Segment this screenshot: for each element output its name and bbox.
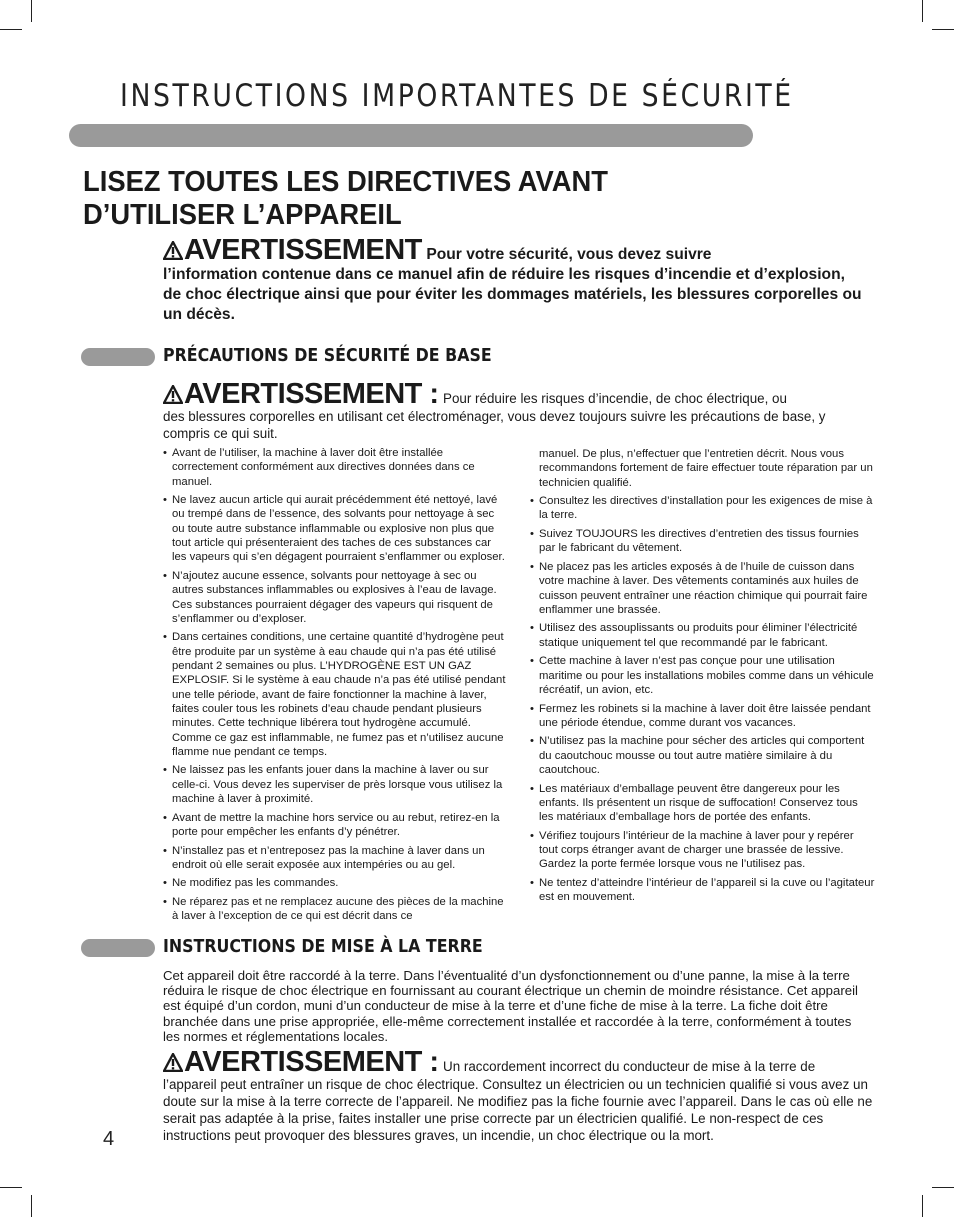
page-number: 4 xyxy=(103,1128,115,1150)
list-item: • Avant de mettre la machine hors service ou au rebut, retirez-en la porte pour empêcher les enfants d’y pénétrer. xyxy=(163,811,508,840)
list-item: • N’utilisez pas la machine pour sécher des articles qui comportent du caoutchouc mousse ou tout autre matière similaire à du caoutchouc. xyxy=(530,734,875,777)
main-heading-line-2: D’UTILISER L’APPAREIL xyxy=(83,199,402,231)
list-item: • Ne tentez d’atteindre l’intérieur de l’appareil si la cuve ou l’agitateur est en mouvement. xyxy=(530,876,875,905)
warning-text: l’appareil peut entraîner un risque de choc électrique. Consultez un électricien ou un technicien qualifié si vous avez un doute sur la mise à la terre correcte de l’appareil. Ne modifiez pas la fiche fournie avec l’appareil. Dans le cas où elle ne serait pas adaptée à la prise, faites installer une prise correcte par un électricien qualifié. Le non-respect de ces instructions peut provoquer des blessures graves, un incendie, un choc électrique ou la mort. xyxy=(163,1077,873,1143)
warning-lead-text: Pour votre sécurité, vous devez suivre xyxy=(426,246,712,263)
crop-mark xyxy=(0,1187,22,1188)
crop-mark xyxy=(31,1195,32,1217)
section-marker xyxy=(81,939,155,957)
section-heading-basic-precautions: PRÉCAUTIONS DE SÉCURITÉ DE BASE xyxy=(163,345,492,366)
list-item: • Consultez les directives d’installation pour les exigences de mise à la terre. xyxy=(530,494,875,523)
section-marker xyxy=(81,348,155,366)
grounding-warning xyxy=(163,1046,875,1144)
list-item: • Ne lavez aucun article qui aurait précédemment été nettoyé, lavé ou trempé dans de l’essence, des solvants pour nettoyage à sec ou toute autre substance inflammable ou explosive non plus que tout article qui présenteraient des taches de ces substances car les vapeurs qui s’en dégagent pourraient s’enflammer ou exploser. xyxy=(163,493,508,564)
basic-precautions-warning xyxy=(163,378,863,442)
crop-mark xyxy=(932,1187,954,1188)
grounding-instructions-text: Cet appareil doit être raccordé à la terre. Dans l’éventualité d’un dysfonctionnement ou d’une panne, la mise à la terre réduira le risque de choc électrique en fournissant au courant électrique un chemin de moindre résistance. Cet appareil est équipé d’un cordon, muni d’un conducteur de mise à la terre et d’une fiche de mise à la terre. La fiche doit être branchée dans une prise appropriée, elle-même correctement installée et raccordée à la terre, conformément à toutes les normes et réglementations locales. xyxy=(163,968,858,1044)
list-item: • N’ajoutez aucune essence, solvants pour nettoyage à sec ou autres substances inflammables ou explosives à l’eau de lavage. Ces substances pourraient dégager des vapeurs qui risquent de s’enflammer ou d’exploser. xyxy=(163,569,508,626)
title-underline-bar xyxy=(69,124,753,147)
precautions-list-right xyxy=(530,447,875,909)
warning-lead-text: Un raccordement incorrect du conducteur de mise à la terre de xyxy=(443,1059,816,1074)
warning-triangle-icon xyxy=(163,1053,183,1072)
warning-triangle-icon xyxy=(163,385,183,404)
main-heading-line-1: LISEZ TOUTES LES DIRECTIVES AVANT xyxy=(83,166,608,198)
safety-warning-intro xyxy=(163,234,863,325)
list-item: • Ne modifiez pas les commandes. xyxy=(163,876,508,890)
crop-mark xyxy=(31,0,32,22)
list-item: • Cette machine à laver n’est pas conçue pour une utilisation maritime ou pour les installations mobiles comme dans un véhicule récréatif, un avion, etc. xyxy=(530,654,875,697)
page-title: INSTRUCTIONS IMPORTANTES DE SÉCURITÉ xyxy=(120,78,794,114)
list-item: • Les matériaux d’emballage peuvent être dangereux pour les enfants. Ils présentent un risque de suffocation! Conservez tous les matériaux d’emballage hors de portée des enfants. xyxy=(530,782,875,825)
crop-mark xyxy=(0,29,22,30)
list-item-continuation: manuel. De plus, n’effectuer que l’entretien décrit. Nous vous recommandons fortement de faire effectuer toute réparation par un technicien qualifié. xyxy=(539,448,873,489)
warning-label: AVERTISSEMENT xyxy=(184,234,422,266)
precautions-list-left xyxy=(163,446,508,928)
section-heading-grounding: INSTRUCTIONS DE MISE À LA TERRE xyxy=(163,936,483,957)
list-item: • Fermez les robinets si la machine à laver doit être laissée pendant une période étendue, comme durant vos vacances. xyxy=(530,702,875,731)
list-item: • N’installez pas et n’entreposez pas la machine à laver dans un endroit où elle serait exposée aux intempéries ou au gel. xyxy=(163,844,508,873)
list-item: • Dans certaines conditions, une certaine quantité d’hydrogène peut être produite par un système à eau chaude qui n’a pas été utilisé pendant 2 semaines ou plus. L’HYDROGÈNE EST UN GAZ EXPLOSIF. Si le système à eau chaude n’a pas été utilisé pendant une telle période, avant de faire fonctionner la machine à laver, faites couler tous les robinets d’eau chaude pendant plusieurs minutes. Cette technique libérera tout hydrogène accumulé. Comme ce gaz est inflammable, ne fumez pas et n’utilisez aucune flamme nue pendant ce temps. xyxy=(163,630,508,759)
list-item: • Vérifiez toujours l’intérieur de la machine à laver pour y repérer tout corps étranger avant de charger une brassée de lessive. Gardez la porte fermée lorsque vous ne l’utilisez pas. xyxy=(530,829,875,872)
warning-label: AVERTISSEMENT : xyxy=(184,378,439,410)
crop-mark xyxy=(932,29,954,30)
list-item: • Utilisez des assouplissants ou produits pour éliminer l’électricité statique uniquement tel que recommandé par le fabricant. xyxy=(530,621,875,650)
warning-text: l’information contenue dans ce manuel afin de réduire les risques d’incendie et d’explosion, de choc électrique ainsi que pour éviter les dommages matériels, les blessures corporelles ou un décès. xyxy=(163,266,862,323)
crop-mark xyxy=(922,1195,923,1217)
list-item: • Suivez TOUJOURS les directives d’entretien des tissus fournies par le fabricant du vêtement. xyxy=(530,527,875,556)
warning-label: AVERTISSEMENT : xyxy=(184,1046,439,1078)
warning-triangle-icon xyxy=(163,241,183,260)
main-heading xyxy=(83,166,608,232)
list-item: • Ne placez pas les articles exposés à de l’huile de cuisson dans votre machine à laver. Des vêtements contaminés aux huiles de cuisson peuvent entraîner une réaction chimique qui pourrait faire enflammer une brassée. xyxy=(530,560,875,617)
warning-lead-text: Pour réduire les risques d’incendie, de choc électrique, ou xyxy=(443,391,787,406)
list-item: • Avant de l’utiliser, la machine à laver doit être installée correctement conformément aux directives données dans ce manuel. xyxy=(163,446,508,489)
list-item: • Ne laissez pas les enfants jouer dans la machine à laver ou sur celle-ci. Vous devez les superviser de près lorsque vous utilisez la machine à laver à proximité. xyxy=(163,763,508,806)
list-item: • Ne réparez pas et ne remplacez aucune des pièces de la machine à laver à l’exception de ce qui est décrit dans ce xyxy=(163,895,508,924)
warning-text: des blessures corporelles en utilisant cet électroménager, vous devez toujours suivre les précautions de base, y compris ce qui suit. xyxy=(163,409,826,441)
crop-mark xyxy=(922,0,923,22)
